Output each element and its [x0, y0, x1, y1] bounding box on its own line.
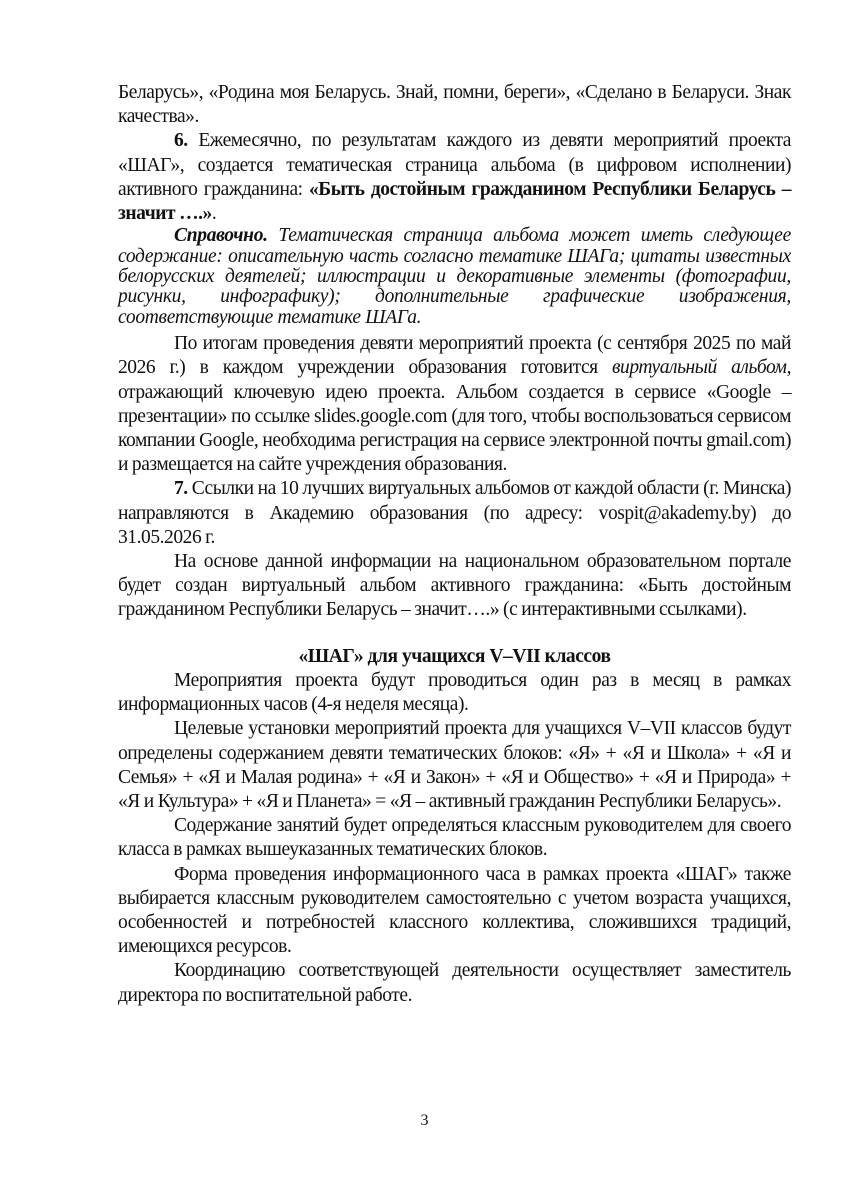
- document-page: [118, 81, 791, 1008]
- paragraph-text: Ежемесячно, по результатам каждого из девяти мероприятий проекта «ШАГ», создается тематическая страница альбома (в цифровом исполнении) активного гражданина:: [118, 130, 791, 200]
- paragraph-text: Содержание занятий будет определяться классным руководителем для своего класса в рамках вышеуказанных тематических блоков.: [118, 815, 791, 861]
- page-number: 3: [420, 1112, 429, 1129]
- paragraph-text: Целевые установки мероприятий проекта для учащихся V–VII классов будут определены содержанием девяти тематических блоков: «Я» + «Я и Школа» + «Я и Семья» + «Я и Малая родина» + «Я и Закон» + «Я и Общество» + «Я и Природа» + «Я и Культура» + «Я и Планета» = «Я – активный гражданин Республики Беларусь».: [118, 718, 791, 812]
- paragraph-end: .: [211, 203, 217, 225]
- item-number: 6.: [174, 130, 188, 152]
- paragraph-thematic-blocks: [118, 717, 791, 814]
- reference-text: Тематическая страница альбома может иметь следующее содержание: описательную часть согласно тематике ШАГа; цитаты известных белорусских деятелей; иллюстрации и декоративные элементы (фотографии, рисунки, инфографику); дополнительные графические изображения, соответствующие тематике ШАГа.: [118, 225, 791, 328]
- paragraph-text: Мероприятия проекта будут проводиться один раз в месяц в рамках информационных часов (4-я неделя месяца).: [118, 669, 791, 716]
- paragraph-text: Координацию соответствующей деятельности осуществляет заместитель директора по воспитательной работе.: [118, 960, 791, 1006]
- paragraph-virtual-album: [118, 332, 791, 477]
- paragraph-national-portal: [118, 550, 791, 623]
- paragraph-item-6: [118, 129, 791, 226]
- reference-note: [118, 226, 791, 328]
- paragraph-form: [118, 863, 791, 960]
- paragraph-continuation: [118, 81, 791, 129]
- section-heading: «ШАГ» для учащихся V–VII классов: [298, 645, 611, 667]
- paragraph-content: [118, 814, 791, 862]
- item-number: 7.: [174, 478, 188, 500]
- reference-label: Справочно.: [174, 225, 268, 247]
- paragraph-text: Ссылки на 10 лучших виртуальных альбомов от каждой области (г. Минска) направляются в Академию образования (по адресу: vospit@akademy.by) до 31.05.2026 г.: [118, 478, 791, 548]
- paragraph-item-7: [118, 477, 791, 550]
- paragraph-coordination: [118, 959, 791, 1007]
- paragraph-text: , отражающий ключевую идею проекта. Альбом создается в сервисе «Google – презентации» по ссылке slides.google.com (для того, чтобы воспользоваться сервисом компании Google, необходима регистрация на сервисе электронной почты gmail.com) и размещается на сайте учреждения образования.: [118, 357, 791, 476]
- paragraph-text: По итогам проведения девяти мероприятий проекта (с сентября 2025 по май 2026 г.) в каждом учреждении образования готовится: [118, 333, 791, 379]
- paragraph-text: Форма проведения информационного часа в рамках проекта «ШАГ» также выбирается классным руководителем самостоятельно с учетом возраста учащихся, особенностей и потребностей классного коллектива, сложившихся традиций, имеющихся ресурсов.: [118, 863, 791, 958]
- paragraph-text: На основе данной информации на национальном образовательном портале будет создан виртуальный альбом активного гражданина: «Быть достойным гражданином Республики Беларусь – значит….» (с интерактивными ссылками).: [118, 551, 791, 621]
- italic-term: виртуальный альбом: [612, 357, 787, 379]
- album-title-bold: «Быть достойным гражданином Республики Беларусь – значит ….»: [118, 178, 791, 225]
- paragraph-text: Беларусь», «Родина моя Беларусь. Знай, помни, береги», «Сделано в Беларуси. Знак качества».: [118, 82, 791, 128]
- paragraph-schedule: [118, 669, 791, 717]
